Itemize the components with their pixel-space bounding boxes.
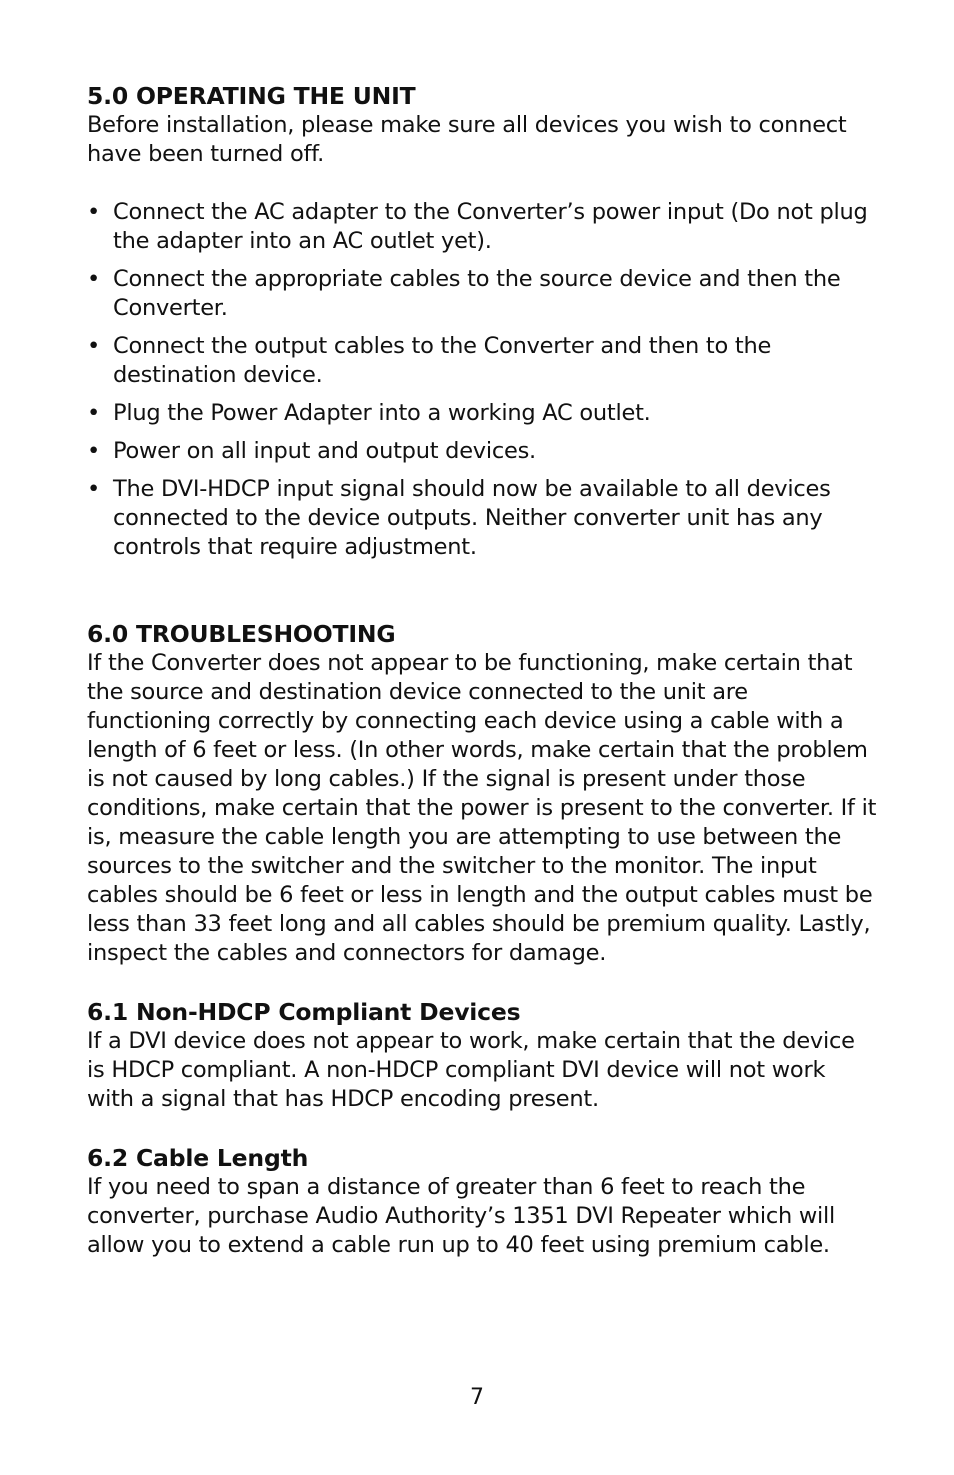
section-non-hdcp-devices xyxy=(87,998,877,1114)
section-troubleshooting xyxy=(87,620,877,968)
list-item: • Connect the appropriate cables to the source device and then the Converter. xyxy=(87,265,877,323)
section-heading: 6.2 Cable Length xyxy=(87,1144,309,1172)
section-heading: 6.0 TROUBLESHOOTING xyxy=(87,620,396,648)
section-operating-the-unit xyxy=(87,82,877,562)
section-heading: 5.0 OPERATING THE UNIT xyxy=(87,82,416,110)
section-intro: Before installation, please make sure all devices you wish to connect have been turned off. xyxy=(87,112,847,167)
section-body: If a DVI device does not appear to work, make certain that the device is HDCP compliant. A non-HDCP compliant DVI device will not work with a signal that has HDCP encoding present. xyxy=(87,1028,855,1112)
list-item: • The DVI-HDCP input signal should now be available to all devices connected to the device outputs. Neither converter unit has any controls that require adjustment. xyxy=(87,475,877,562)
list-item: • Connect the output cables to the Converter and then to the destination device. xyxy=(87,332,877,390)
operating-steps-list xyxy=(87,198,877,562)
list-item: • Power on all input and output devices. xyxy=(87,437,877,466)
page-number: 7 xyxy=(470,1385,484,1410)
list-item: • Plug the Power Adapter into a working AC outlet. xyxy=(87,399,877,428)
list-item: • Connect the AC adapter to the Converter’s power input (Do not plug the adapter into an AC outlet yet). xyxy=(87,198,877,256)
section-heading: 6.1 Non-HDCP Compliant Devices xyxy=(87,998,521,1026)
section-cable-length xyxy=(87,1144,877,1260)
section-body: If you need to span a distance of greater than 6 feet to reach the converter, purchase Audio Authority’s 1351 DVI Repeater which will allow you to extend a cable run up to 40 feet using premium cable. xyxy=(87,1174,836,1258)
section-body: If the Converter does not appear to be functioning, make certain that the source and destination device connected to the unit are functioning correctly by connecting each device using a cable with a length of 6 feet or less. (In other words, make certain that the problem is not caused by long cables.) If the signal is present under those conditions, make certain that the power is present to the converter. If it is, measure the cable length you are attempting to use between the sources to the switcher and the switcher to the monitor. The input cables should be 6 feet or less in length and the output cables must be less than 33 feet long and all cables should be premium quality. Lastly, inspect the cables and connectors for damage. xyxy=(87,650,877,966)
manual-page xyxy=(87,82,877,1260)
